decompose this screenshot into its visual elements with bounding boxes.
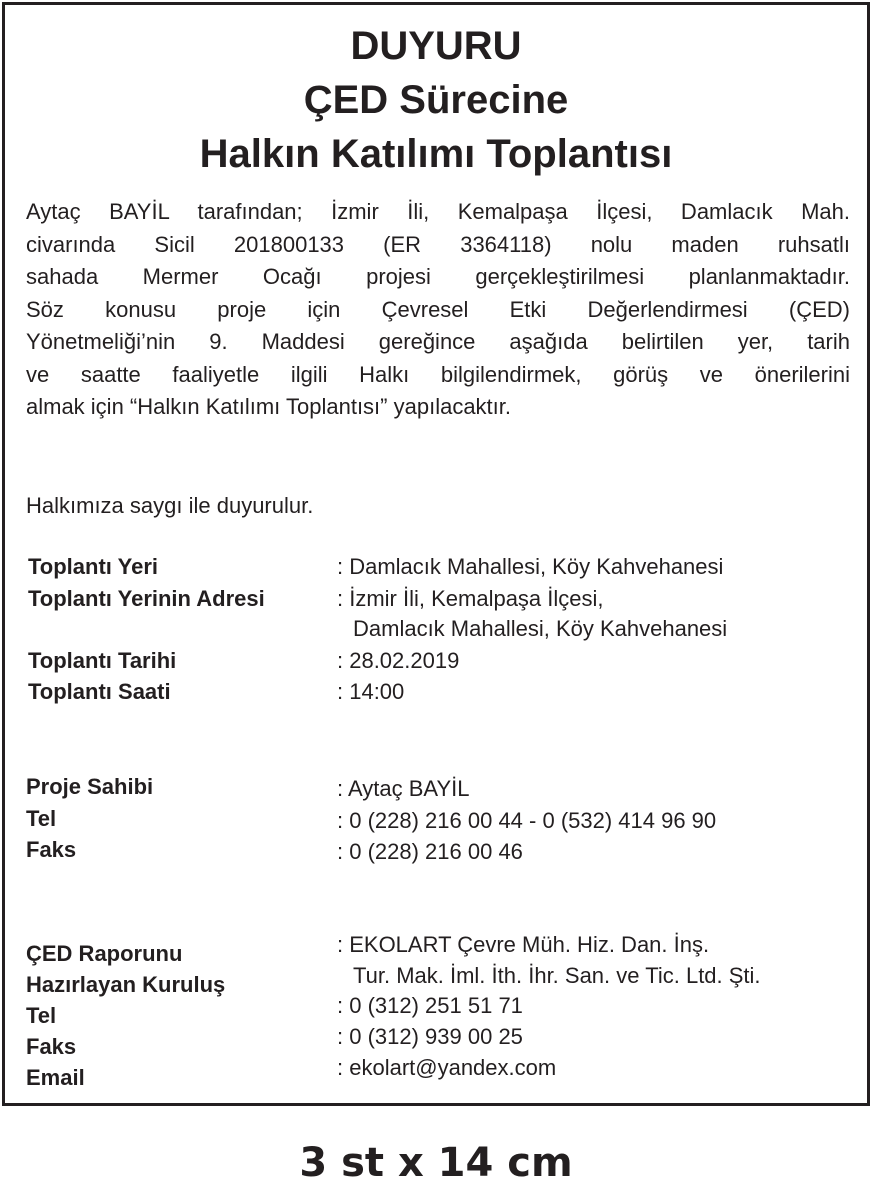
ad-size-label: 3 st x 14 cm [299,1140,573,1186]
body-line: civarında Sicil 201800133 (ER 3364118) nolu maden ruhsatlı [26,231,850,257]
body-line: almak için “Halkın Katılımı Toplantısı” yapılacaktır. [26,394,511,419]
meeting-time-value: : 14:00 [337,679,405,704]
consultant-email-label: Email [26,1065,85,1090]
body-line: sahada Mermer Ocağı projesi gerçekleştirilmesi planlanmaktadır. [26,264,850,289]
announcement-subtitle-1: ÇED Sürecine [303,78,569,122]
body-line: ve saatte faaliyetle ilgili Halkı bilgilendirmek, görüş ve önerilerini [26,361,850,387]
consultant-label-2: Hazırlayan Kuruluş [26,972,226,997]
meeting-address-label: Toplantı Yerinin Adresi [28,586,265,611]
body-line: Yönetmeliği’nin 9. Maddesi gereğince aşağıda belirtilen yer, tarih [26,329,850,354]
meeting-date-value: : 28.02.2019 [337,648,460,673]
body-line: Aytaç BAYİL tarafından; İzmir İli, Kemalpaşa İlçesi, Damlacık Mah. [26,199,850,224]
consultant-label-1: ÇED Raporunu [26,941,183,966]
owner-value: : Aytaç BAYİL [337,776,470,801]
meeting-date-label: Toplantı Tarihi [28,648,177,673]
meeting-time-label: Toplantı Saati [28,679,171,704]
owner-fax-label: Faks [26,837,77,862]
meeting-place-value: : Damlacık Mahallesi, Köy Kahvehanesi [337,554,724,579]
consultant-tel-value: : 0 (312) 251 51 71 [337,993,523,1018]
owner-tel-label: Tel [26,806,57,831]
meeting-place-label: Toplantı Yeri [28,554,158,579]
consultant-tel-label: Tel [26,1003,57,1028]
owner-fax-value: : 0 (228) 216 00 46 [337,839,523,864]
owner-tel-value: : 0 (228) 216 00 44 - 0 (532) 414 96 90 [337,808,717,833]
consultant-name-2: Tur. Mak. İml. İth. İhr. San. ve Tic. Ltd. Şti. [353,963,761,988]
consultant-fax-value: : 0 (312) 939 00 25 [337,1024,523,1049]
body-line: Söz konusu proje için Çevresel Etki Değerlendirmesi (ÇED) [26,296,850,322]
announcement-body [26,196,850,424]
closing-line: Halkımıza saygı ile duyurulur. [26,493,314,518]
announcement-subtitle-2: Halkın Katılımı Toplantısı [199,132,673,176]
consultant-email-value: : ekolart@yandex.com [337,1055,557,1080]
announcement-title: DUYURU [350,24,522,68]
consultant-fax-label: Faks [26,1034,77,1059]
consultant-name-1: : EKOLART Çevre Müh. Hiz. Dan. İnş. [337,932,710,957]
meeting-address-value-1: : İzmir İli, Kemalpaşa İlçesi, [337,586,604,611]
meeting-address-value-2: Damlacık Mahallesi, Köy Kahvehanesi [353,616,728,641]
owner-label: Proje Sahibi [26,774,154,799]
